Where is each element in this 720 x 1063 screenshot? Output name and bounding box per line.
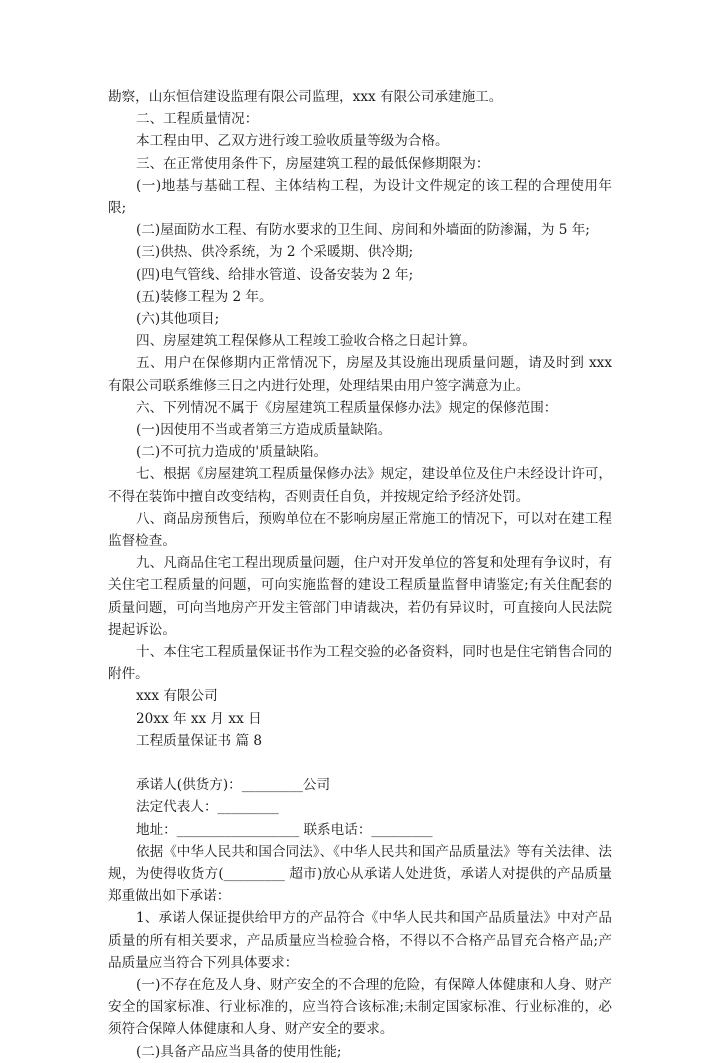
paragraph: 八、商品房预售后，预购单位在不影响房屋正常施工的情况下，可以对在建工程监督检查。: [108, 510, 612, 550]
paragraph: 五、用户在保修期内正常情况下，房屋及其设施出现质量问题，请及时到 xxx 有限公司联系维修三日之内进行处理，处理结果由用户签字满意为止。: [108, 355, 612, 394]
paragraph: 四、房屋建筑工程保修从工程竣工验收合格之日起计算。: [136, 333, 476, 350]
paragraph: (一)不存在危及人身、财产安全的不合理的危险，有保障人体健康和人身、财产安全的国家标准、行业标准的，应当符合该标准;未制定国家标准、行业标准的，必须符合保障人体健康和人身、财产安全的要求。: [108, 976, 612, 1038]
paragraph: 十、本住宅工程质量保证书作为工程交验的必备资料，同时也是住宅销售合同的附件。: [108, 644, 612, 683]
paragraph: (二)不可抗力造成的'质量缺陷。: [136, 444, 328, 461]
paragraph: (一)因使用不当或者第三方造成质量缺陷。: [136, 422, 392, 439]
paragraph: 六、下列情况不属于《房屋建筑工程质量保修办法》规定的保修范围：: [136, 399, 558, 416]
paragraph: (一)地基与基础工程、主体结构工程，为设计文件规定的该工程的合理使用年限;: [108, 177, 612, 217]
company-name: xxx 有限公司: [136, 688, 218, 705]
paragraph: (六)其他项目;: [136, 311, 220, 328]
date-line: 20xx 年 xx 月 xx 日: [136, 710, 262, 727]
blank-line: [108, 752, 612, 774]
paragraph: (二)具备产品应当具备的使用性能;: [136, 1043, 342, 1060]
paragraph: 三、在正常使用条件下，房屋建筑工程的最低保修期限为：: [136, 155, 490, 172]
address-phone-line: 地址：__________________ 联系电话：_________: [136, 821, 433, 838]
paragraph: 二、工程质量情况：: [136, 111, 259, 128]
document-body: [108, 86, 612, 1063]
paragraph: (五)装修工程为 2 年。: [136, 288, 273, 305]
promisor-line: 承诺人(供货方)：_________公司: [136, 777, 331, 794]
paragraph: (二)屋面防水工程、有防水要求的卫生间、房间和外墙面的防渗漏，为 5 年;: [136, 222, 590, 239]
section-title: 工程质量保证书 篇 8: [136, 732, 263, 749]
legal-rep-line: 法定代表人：_________: [136, 799, 279, 816]
paragraph: 勘察，山东恒信建设监理有限公司监理，xxx 有限公司承建施工。: [108, 89, 503, 105]
paragraph: 本工程由甲、乙双方进行竣工验收质量等级为合格。: [136, 133, 449, 150]
paragraph: (三)供热、供冷系统，为 2 个采暖期、供冷期;: [136, 244, 414, 261]
paragraph: 依据《中华人民共和国合同法》、《中华人民共和国产品质量法》等有关法律、法规，为使得收货方(_________ 超市)放心从承诺人处进货，承诺人对提供的产品质量郑重做出如下承诺：: [108, 843, 612, 905]
paragraph: 九、凡商品住宅工程出现质量问题，住户对开发单位的答复和处理有争议时，有关住宅工程质量的问题，可向实施监督的建设工程质量监督申请鉴定;有关住配套的质量问题，可向当地房产开发主管部门申请裁决，若仍有异议时，可直接向人民法院提起诉讼。: [108, 555, 612, 638]
paragraph: (四)电气管线、给排水管道、设备安装为 2 年;: [136, 266, 414, 283]
paragraph: 1、承诺人保证提供给甲方的产品符合《中华人民共和国产品质量法》中对产品质量的所有相关要求，产品质量应当检验合格，不得以不合格产品冒充合格产品;产品质量应当符合下列具体要求：: [108, 910, 612, 971]
paragraph: 七、根据《房屋建筑工程质量保修办法》规定，建设单位及住户未经设计许可，不得在装饰中擅自改变结构，否则责任自负，并按规定给予经济处罚。: [108, 466, 612, 505]
